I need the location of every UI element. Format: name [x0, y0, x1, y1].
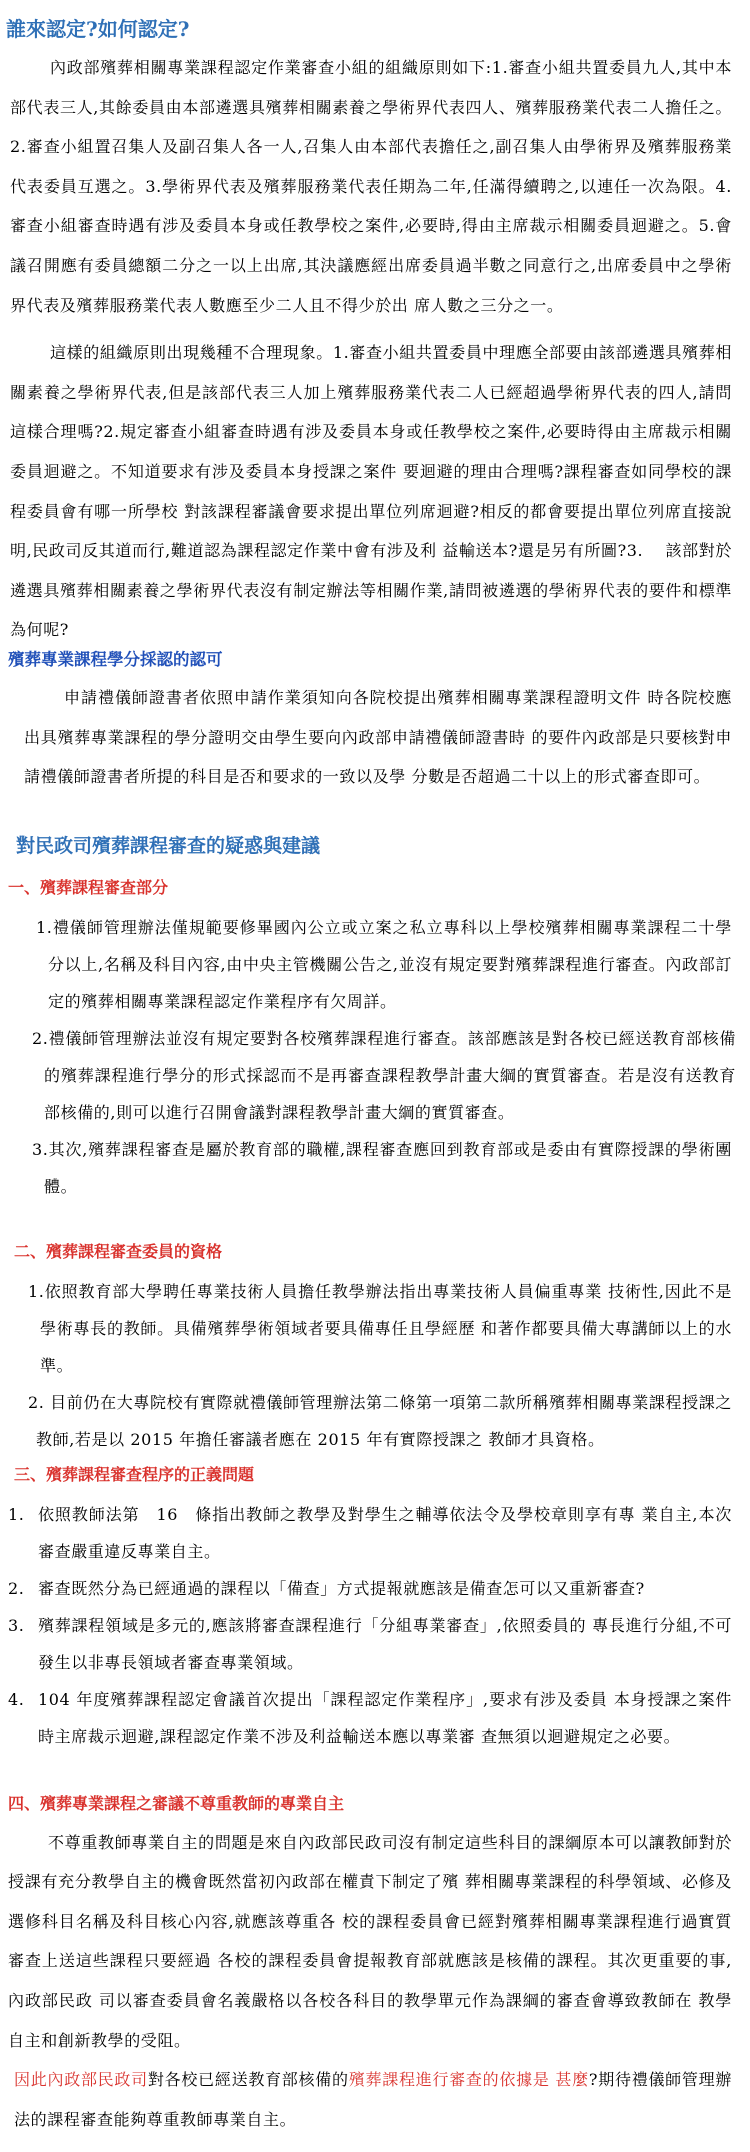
organization-principles-paragraph: 內政部殯葬相關專業課程認定作業審查小組的組織原則如下:1.審查小組共置委員九人,其中本部代表三人,其餘委員由本部遴選具殯葬相關素養之學術界代表四人、殯葬服務業代表二人擔任之。2.審查小組置召集人及副召集人各一人,召集人由本部代表擔任之,副召集人由學術界及殯葬服務業代表委員互選之。3.學術界代表及殯葬服務業代表任期為二年,任滿得續聘之,以連任一次為限。4.審查小組審查時遇有涉及委員本身或任教學校之案件,必要時,得由主席裁示相關委員迴避之。5.會議召開應有委員總額二分之一以上出席,其決議應經出席委員過半數之同意行之,出席委員中之學術界代表及殯葬服務業代表人數應至少二人且不得少於出 席人數之三分之一。: [10, 58, 732, 315]
unreasonable-phenomena-paragraph: 這樣的組織原則出現幾種不合理現象。1.審查小組共置委員中理應全部要由該部遴選具殯葬相關素養之學術界代表,但是該部代表三人加上殯葬服務業代表二人已經超過學術界代表的四人,請問這樣合理嗎?2.規定審查小組審查時遇有涉及委員本身或任教學校之案件,必要時得由主席裁示相關委員迴避之。不知道要求有涉及委員本身授課之案件 要迴避的理由合理嗎?課程審查如同學校的課程委員會有哪一所學校 對該課程審議會要求提出單位列席迴避?相反的都會要提出單位列席直接說明,民政司反其道而行,難道認為課程認定作業中會有涉及利 益輸送本?還是另有所圖?3. 該部對於遴選具殯葬相關素養之學術界代表沒有制定辦法等相關作業,請問被遴選的學術界代表的要件和標準為何呢?: [10, 343, 732, 640]
list-item-number: 3.: [8, 1615, 25, 1635]
list-item-number: 4.: [8, 1689, 25, 1709]
list-item: 3.其次,殯葬課程審查是屬於教育部的職權,課程審查應回到教育部或是委由有實際授課的學術團體。: [32, 1139, 732, 1196]
review-part-heading: 一、殯葬課程審查部分: [8, 877, 169, 897]
list-item-text: 104 年度殯葬課程認定會議首次提出「課程認定作業程序」,要求有涉及委員 本身授課之案件時主席裁示迴避,課程認定作業不涉及利益輸送本應以專業審 查無須以迴避規定之必要。: [38, 1689, 732, 1746]
professional-autonomy-paragraph: 不尊重教師專業自主的問題是來自內政部民政司沒有制定這些科目的課綱原本可以讓教師對於授課有充分教學自主的機會既然當初內政部在權責下制定了殯 葬相關專業課程的科學領域、必修及選修科目名稱及科目核心內容,就應該尊重各 校的課程委員會已經對殯葬相關專業課程進行過實質審查上送這些課程只要經過 各校的課程委員會提報教育部就應該是核備的課程。其次更重要的事,內政部民政 司以審查委員會名義嚴格以各校各科目的教學單元作為課綱的審查會導致教師在 教學自主和創新教學的受阻。: [8, 1832, 732, 2050]
closing-black-2: ?期待禮儀師管理辦法的課程審查能夠尊重教師專業自主。: [14, 2070, 732, 2129]
reviewer-qualification-list: [0, 1273, 750, 1458]
credit-recognition-heading[interactable]: 殯葬專業課程學分採認的認可: [8, 649, 223, 669]
list-item: 1.禮儀師管理辦法僅規範要修畢國內公立或立案之私立專科以上學校殯葬相關專業課程二十學分以上,名稱及科目內容,由中央主管機關公告之,並沒有規定要對殯葬課程進行審查。內政部訂定的殯葬相關專業課程認定作業程序有欠周詳。: [36, 917, 732, 1011]
list-item-text: 依照教師法第 16 條指出教師之教學及對學生之輔導依法令及學校章則享有專 業自主,本次審查嚴重違反專業自主。: [38, 1504, 732, 1561]
list-item-text: 殯葬課程領域是多元的,應該將審查課程進行「分組專業審查」,依照委員的 專長進行分組,不可發生以非專長領域者審查專業領域。: [38, 1615, 732, 1672]
list-item: [0, 1607, 750, 1681]
reviewer-qualification-heading: 二、殯葬課程審查委員的資格: [14, 1241, 223, 1261]
closing-red-1: 因此內政部民政司: [14, 2070, 148, 2090]
closing-red-2: 殯葬課程進行審查的依據是 甚麼: [348, 2070, 589, 2090]
list-item: [0, 1681, 750, 1755]
procedural-justice-list: [0, 1496, 750, 1755]
closing-black-1: 對各校已經送教育部核備的: [147, 2070, 349, 2090]
closing-question-paragraph: [0, 2060, 750, 2139]
list-item-number: 1.: [8, 1504, 25, 1524]
list-item: 2.禮儀師管理辦法並沒有規定要對各校殯葬課程進行審查。該部應該是對各校已經送教育部核備的殯葬課程進行學分的形式採認而不是再審查課程教學計畫大綱的實質審查。若是沒有送教育部核備的,則可以進行召開會議對課程教學計畫大綱的實質審查。: [32, 1028, 736, 1122]
doubts-and-suggestions-heading: 對民政司殯葬課程審查的疑惑與建議: [16, 834, 321, 857]
who-certifies-heading: 誰來認定?如何認定?: [6, 17, 190, 41]
list-item: [0, 1496, 750, 1570]
credit-recognition-paragraph: 申請禮儀師證書者依照申請作業須知向各院校提出殯葬相關專業課程證明文件 時各院校應出具殯葬專業課程的學分證明交由學生要向內政部申請禮儀師證書時 的要件內政部是只要核對申請禮儀師證書者所提的科目是否和要求的一致以及學 分數是否超過二十以上的形式審查即可。: [24, 687, 732, 787]
list-item: 2. 目前仍在大專院校有實際就禮儀師管理辦法第二條第一項第二款所稱殯葬相關專業課程授課之教師,若是以 2015 年擔任審議者應在 2015 年有實際授課之 教師才具資格。: [28, 1392, 732, 1449]
list-item: [0, 1570, 750, 1607]
review-part-list: [0, 909, 750, 1205]
professional-autonomy-heading: 四、殯葬專業課程之審議不尊重教師的專業自主: [8, 1793, 345, 1813]
list-item: 1.依照教育部大學聘任專業技術人員擔任教學辦法指出專業技術人員偏重專業 技術性,因此不是學術專長的教師。具備殯葬學術領域者要具備專任且學經歷 和著作都要具備大專講師以上的水準。: [28, 1281, 732, 1375]
procedural-justice-heading: 三、殯葬課程審查程序的正義問題: [14, 1464, 255, 1484]
list-item-number: 2.: [8, 1578, 25, 1598]
list-item-text: 審查既然分為已經通過的課程以「備查」方式提報就應該是備查怎可以又重新審查?: [38, 1578, 645, 1598]
